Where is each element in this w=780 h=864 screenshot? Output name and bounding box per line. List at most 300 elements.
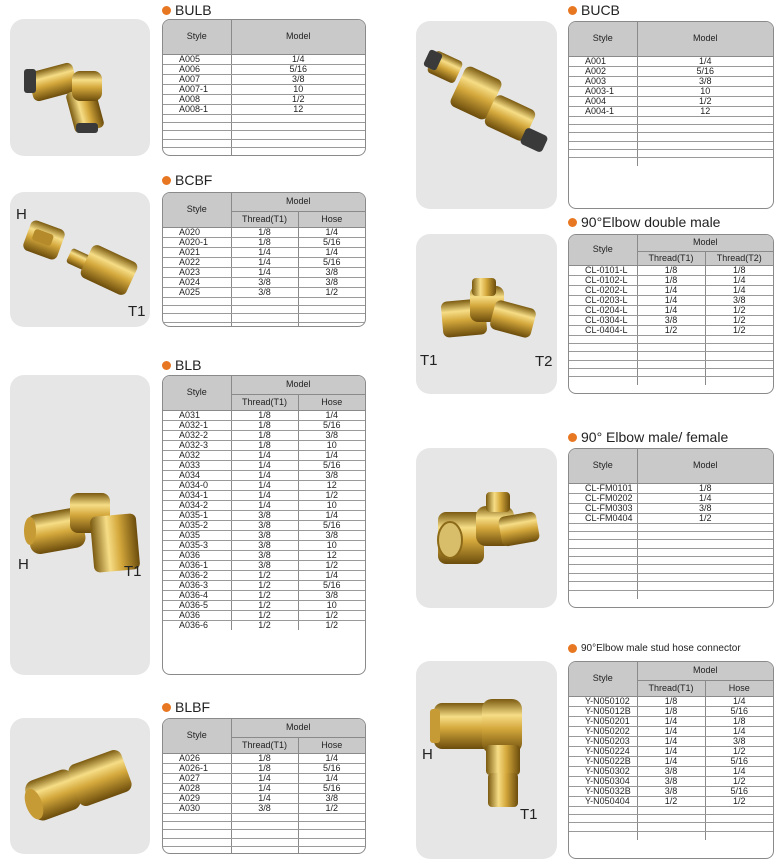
table-row [163,470,365,480]
style-cell: A008-1 [163,104,231,114]
model-cell: 3/8 [231,74,365,84]
model-cell: 1/2 [298,610,365,620]
model-cell [298,305,365,313]
table-row [163,267,365,277]
model-cell [637,133,773,141]
model-cell: 1/2 [298,620,365,630]
table-row [163,410,365,420]
style-cell: A032 [163,450,231,460]
model-cell: 1/4 [231,54,365,64]
header-style: Style [569,22,637,56]
model-cell [231,131,365,139]
table-row [569,706,773,716]
table-row-empty [163,314,365,322]
header-style: Style [569,449,637,483]
style-cell: A034-1 [163,490,231,500]
model-cell: 1/2 [231,600,298,610]
model-cell: 1/2 [705,796,773,806]
model-cell: 10 [298,540,365,550]
table-row-empty [569,831,773,839]
table-row-empty [569,343,773,351]
table-row [163,560,365,570]
model-cell [231,297,298,305]
elbow-male-female-image [416,448,557,608]
style-cell: A034-0 [163,480,231,490]
style-cell: Y-N050202 [569,726,637,736]
style-cell: A001 [569,56,637,66]
style-cell: A032-1 [163,420,231,430]
model-cell [298,847,365,854]
header-model: Model [231,719,365,737]
model-cell: 1/4 [637,736,705,746]
style-cell [569,335,637,343]
table-row [569,796,773,806]
style-cell: Y-N050302 [569,766,637,776]
model-cell [231,322,298,327]
table-row [163,104,365,114]
model-cell [231,838,298,846]
model-cell: 1/4 [298,410,365,420]
bullet-dot-icon [162,176,171,185]
model-cell [637,523,773,531]
model-cell: 3/8 [637,776,705,786]
model-cell: 3/8 [637,503,773,513]
style-cell [163,148,231,156]
style-cell [163,830,231,838]
table-row-empty [569,360,773,368]
style-cell [569,523,637,531]
model-cell [637,823,705,831]
style-cell: A036-3 [163,580,231,590]
model-cell [637,565,773,573]
style-cell: CL-0101-L [569,265,637,275]
table-row-empty [569,573,773,581]
model-cell [705,806,773,814]
table-row [163,54,365,64]
model-cell: 1/4 [705,275,773,285]
table-row-empty [163,122,365,130]
table-row [163,510,365,520]
model-cell: 3/8 [231,287,298,297]
table-row-empty [163,297,365,305]
table-row [569,295,773,305]
model-cell: 1/2 [637,796,705,806]
style-cell: Y-N050201 [569,716,637,726]
table-row [569,275,773,285]
style-cell: A035-2 [163,520,231,530]
model-cell: 10 [298,500,365,510]
table-row [163,550,365,560]
table-row-empty [163,813,365,821]
model-cell [231,813,298,821]
style-cell: Y-N050304 [569,776,637,786]
table-row-empty [569,565,773,573]
style-cell [569,124,637,132]
style-cell [163,139,231,147]
table-row [163,783,365,793]
model-cell: 1/4 [231,257,298,267]
model-cell: 1/8 [231,430,298,440]
style-cell: CL-FM0202 [569,493,637,503]
style-cell: A007 [163,74,231,84]
elbow-stud-hose-image [416,661,557,859]
model-cell: 1/4 [231,450,298,460]
table-row-empty [569,141,773,149]
style-cell: A007-1 [163,84,231,94]
model-cell: 1/2 [231,620,298,630]
style-cell [163,838,231,846]
model-cell: 1/4 [298,450,365,460]
style-cell: A022 [163,257,231,267]
style-cell: A026-1 [163,763,231,773]
blb-image [10,375,150,675]
model-cell: 1/2 [705,325,773,335]
model-cell [637,590,773,598]
model-cell: 1/8 [231,440,298,450]
table-row [569,285,773,295]
model-cell: 1/4 [231,500,298,510]
model-cell [298,297,365,305]
header-model: Model [231,20,365,54]
blb-title: BLB [162,357,201,373]
table-row [163,420,365,430]
model-cell: 1/2 [298,490,365,500]
blb-label-h: H [18,556,29,573]
blb-label-t1: T1 [124,563,142,580]
model-cell: 1/2 [637,325,705,335]
style-cell [163,297,231,305]
model-cell: 10 [231,84,365,94]
table-row [163,64,365,74]
table-row [569,503,773,513]
elbow-double-male-title: 90°Elbow double male [568,214,720,230]
model-cell: 1/8 [637,275,705,285]
model-cell [705,823,773,831]
table-row [163,460,365,470]
table-row [569,493,773,503]
model-cell: 1/4 [705,766,773,776]
style-cell [163,821,231,829]
model-cell: 3/8 [231,560,298,570]
model-cell: 1/8 [637,696,705,706]
elbow-double-male-table [568,234,774,394]
model-cell: 1/4 [705,285,773,295]
header-style: Style [163,719,231,753]
bullet-dot-icon [162,703,171,712]
elbow-male-female-table [568,448,774,608]
model-cell [231,314,298,322]
model-cell: 3/8 [637,786,705,796]
model-cell: 3/8 [705,295,773,305]
table-row [569,716,773,726]
table-row [569,483,773,493]
table-row [569,265,773,275]
bulb-table [162,19,366,156]
model-cell [637,557,773,565]
model-cell: 3/8 [231,520,298,530]
model-cell: 1/8 [231,227,298,237]
model-cell: 1/4 [231,773,298,783]
table-row [569,305,773,315]
model-cell: 5/16 [298,580,365,590]
model-cell: 1/4 [231,267,298,277]
style-cell: CL-0204-L [569,305,637,315]
elbow-stud-hose-label-t1: T1 [520,806,538,823]
style-cell: A023 [163,267,231,277]
model-cell: 1/2 [705,315,773,325]
style-cell [163,131,231,139]
model-cell [637,343,705,351]
bulb-title: BULB [162,2,212,18]
model-cell: 3/8 [298,793,365,803]
table-row-empty [569,377,773,385]
table-row [163,530,365,540]
model-cell [637,573,773,581]
style-cell: A031 [163,410,231,420]
table-row-empty [569,814,773,822]
table-row [163,500,365,510]
blbf-title: BLBF [162,699,210,715]
table-row [163,590,365,600]
table-row-empty [569,124,773,132]
model-cell: 1/4 [637,726,705,736]
table-row-empty [163,322,365,327]
model-cell: 1/4 [231,460,298,470]
table-row-empty [569,335,773,343]
model-cell [705,814,773,822]
model-cell [705,335,773,343]
header-hose: Hose [298,394,365,410]
model-cell: 1/2 [231,610,298,620]
style-cell: A035 [163,530,231,540]
style-cell: A035-1 [163,510,231,520]
model-cell: 12 [298,550,365,560]
bucb-title: BUCB [568,2,620,18]
model-cell: 3/8 [231,510,298,520]
style-cell: A029 [163,793,231,803]
model-cell: 1/2 [637,513,773,523]
table-row [163,490,365,500]
header-hose: Hose [705,680,773,696]
model-cell: 1/4 [705,696,773,706]
table-row-empty [163,830,365,838]
style-cell [569,343,637,351]
table-row [163,277,365,287]
model-cell: 1/8 [637,265,705,275]
model-cell: 1/4 [231,480,298,490]
model-cell [231,122,365,130]
style-cell [569,369,637,377]
table-row-empty [569,548,773,556]
model-cell [637,158,773,166]
table-row [163,773,365,783]
model-cell [637,124,773,132]
style-cell [569,582,637,590]
table-row [163,753,365,763]
model-cell: 3/8 [231,550,298,560]
table-row-empty [163,305,365,313]
model-cell: 1/8 [231,763,298,773]
style-cell: CL-FM0404 [569,513,637,523]
model-cell: 1/4 [637,305,705,315]
table-row [569,696,773,706]
table-row [569,325,773,335]
style-cell: CL-FM0101 [569,483,637,493]
style-cell: A008 [163,94,231,104]
model-cell: 1/2 [298,560,365,570]
style-cell [569,377,637,385]
table-row-empty [569,531,773,539]
style-cell: Y-N050203 [569,736,637,746]
table-row [163,480,365,490]
model-cell: 1/4 [637,285,705,295]
model-cell [298,322,365,327]
header-model: Model [637,235,773,251]
model-cell: 1/4 [298,510,365,520]
model-cell: 1/8 [705,716,773,726]
style-cell [569,133,637,141]
header-style: Style [163,376,231,410]
model-cell [231,821,298,829]
style-cell: Y-N050404 [569,796,637,806]
style-cell [163,122,231,130]
header-style: Style [569,235,637,265]
style-cell: CL-0203-L [569,295,637,305]
style-cell: A036-2 [163,570,231,580]
style-cell: A025 [163,287,231,297]
header-model: Model [637,662,773,680]
bucb-table [568,21,774,209]
model-cell: 5/16 [298,420,365,430]
model-cell: 1/8 [231,237,298,247]
header-style: Style [569,662,637,696]
style-cell: A026 [163,753,231,763]
table-row [163,793,365,803]
elbow-stud-hose-title: 90°Elbow male stud hose connector [568,643,741,654]
style-cell: Y-N05022B [569,756,637,766]
table-row [569,766,773,776]
model-cell: 12 [298,480,365,490]
elbow-stud-hose-label-h: H [422,746,433,763]
model-cell: 3/8 [637,766,705,776]
table-row-empty [569,523,773,531]
style-cell [569,573,637,581]
table-row [569,66,773,76]
style-cell [569,565,637,573]
header-model: Model [637,22,773,56]
table-row [163,257,365,267]
header-style: Style [163,20,231,54]
model-cell: 1/2 [231,570,298,580]
model-cell: 1/4 [298,773,365,783]
table-row-empty [569,806,773,814]
model-cell: 3/8 [298,430,365,440]
model-cell: 1/4 [231,470,298,480]
table-row [163,520,365,530]
table-row-empty [163,131,365,139]
style-cell: A036-1 [163,560,231,570]
model-cell [231,139,365,147]
model-cell [637,806,705,814]
header-thread-t2: Thread(T2) [705,251,773,265]
model-cell: 5/16 [231,64,365,74]
model-cell: 1/2 [298,287,365,297]
style-cell: CL-0304-L [569,315,637,325]
model-cell [637,582,773,590]
model-cell: 1/2 [231,590,298,600]
table-row [163,570,365,580]
model-cell: 1/4 [231,793,298,803]
table-row [569,106,773,116]
model-cell: 12 [637,106,773,116]
table-row [163,600,365,610]
model-cell: 5/16 [705,786,773,796]
model-cell: 1/8 [231,753,298,763]
style-cell [569,531,637,539]
elbow-double-male-label-t2: T2 [535,353,553,370]
model-cell: 10 [298,600,365,610]
bullet-dot-icon [162,6,171,15]
model-cell [298,838,365,846]
model-cell: 1/4 [298,247,365,257]
model-cell: 3/8 [298,267,365,277]
table-row [163,620,365,630]
model-cell: 5/16 [637,66,773,76]
model-cell: 1/4 [231,783,298,793]
style-cell: A034-2 [163,500,231,510]
bcbf-label-h: H [16,206,27,223]
bullet-dot-icon [568,6,577,15]
style-cell: A002 [569,66,637,76]
style-cell [569,360,637,368]
table-row [163,227,365,237]
table-row [569,786,773,796]
table-row-empty [569,369,773,377]
style-cell [569,116,637,124]
model-cell [637,377,705,385]
model-cell: 1/2 [298,803,365,813]
style-cell: A021 [163,247,231,257]
model-cell [705,831,773,839]
style-cell: Y-N05012B [569,706,637,716]
style-cell [163,114,231,122]
style-cell: A032-3 [163,440,231,450]
table-row-empty [163,821,365,829]
style-cell [569,831,637,839]
model-cell: 5/16 [705,756,773,766]
style-cell: A003 [569,76,637,86]
model-cell: 1/8 [637,706,705,716]
model-cell: 5/16 [298,237,365,247]
table-row [569,776,773,786]
model-cell [705,352,773,360]
model-cell: 5/16 [298,763,365,773]
model-cell: 3/8 [637,76,773,86]
model-cell: 5/16 [298,520,365,530]
table-row [569,315,773,325]
model-cell: 1/4 [231,490,298,500]
header-thread-t1: Thread(T1) [231,737,298,753]
style-cell [163,322,231,327]
model-cell [637,531,773,539]
style-cell [569,823,637,831]
style-cell: A020-1 [163,237,231,247]
table-row [569,86,773,96]
model-cell: 10 [637,86,773,96]
bcbf-label-t1: T1 [128,303,146,320]
model-cell [298,314,365,322]
table-row [163,440,365,450]
